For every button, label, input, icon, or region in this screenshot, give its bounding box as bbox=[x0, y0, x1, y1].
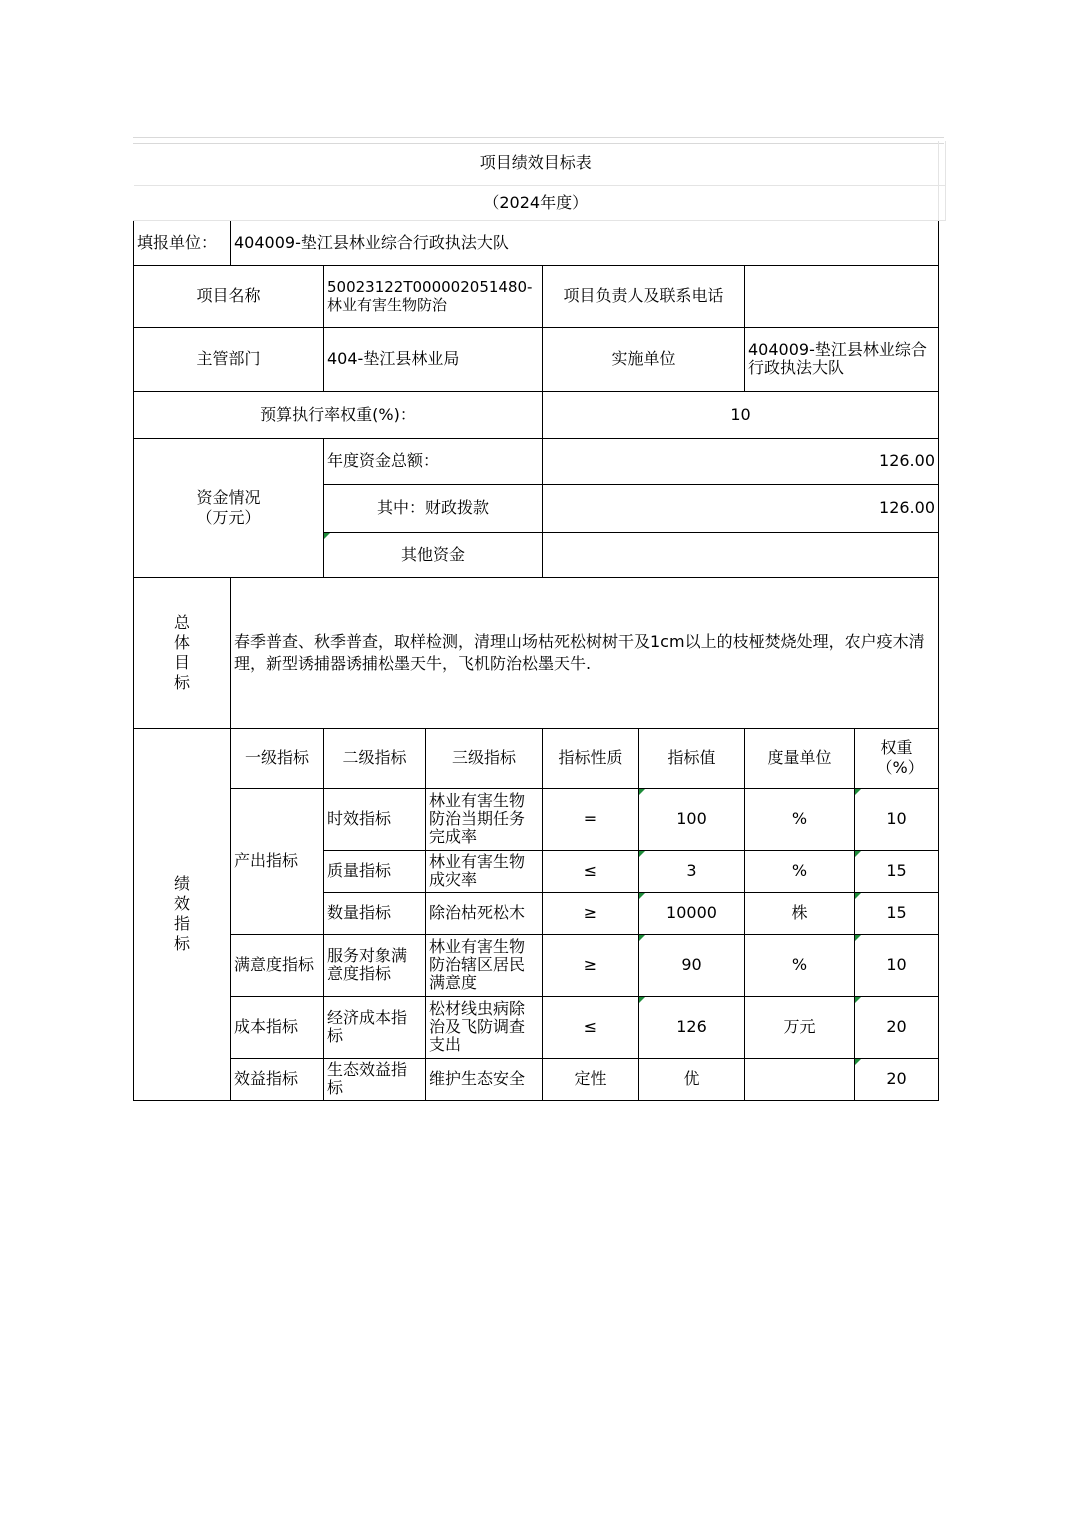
budget-weight-label: 预算执行率权重(%)： bbox=[134, 391, 543, 438]
header-weight-text: 权重（%） bbox=[876, 738, 924, 777]
funds-other-value bbox=[543, 532, 939, 577]
table-row-unit: % bbox=[745, 934, 855, 996]
table-row-nature: ≥ bbox=[543, 934, 639, 996]
table-row-level2: 时效指标 bbox=[324, 788, 426, 850]
table-row-unit bbox=[745, 1058, 855, 1100]
table-row-level3: 林业有害生物防治辖区居民满意度 bbox=[426, 934, 543, 996]
header-unit: 度量单位 bbox=[745, 728, 855, 788]
table-row-level3: 林业有害生物防治当期任务完成率 bbox=[426, 788, 543, 850]
funds-fiscal-label: 其中：财政拨款 bbox=[324, 484, 543, 532]
table-row-level2: 数量指标 bbox=[324, 892, 426, 934]
contact-label: 项目负责人及联系电话 bbox=[543, 265, 745, 327]
table-row-level3: 除治枯死松木 bbox=[426, 892, 543, 934]
header-level2: 二级指标 bbox=[324, 728, 426, 788]
overall-goal-label bbox=[134, 577, 231, 728]
fill-unit-label: 填报单位： bbox=[134, 220, 231, 265]
table-row-level3: 维护生态安全 bbox=[426, 1058, 543, 1100]
table-year: （2024年度） bbox=[134, 185, 939, 220]
table-row-level2: 经济成本指标 bbox=[324, 996, 426, 1058]
table-row-weight: 15 bbox=[855, 892, 939, 934]
table-row-weight: 10 bbox=[855, 788, 939, 850]
table-row-value: 10000 bbox=[639, 892, 745, 934]
table-row-nature: 定性 bbox=[543, 1058, 639, 1100]
table-row-unit: % bbox=[745, 788, 855, 850]
table-row-unit: % bbox=[745, 850, 855, 892]
table-row-nature: = bbox=[543, 788, 639, 850]
table-row-level3: 松材线虫病除治及飞防调查支出 bbox=[426, 996, 543, 1058]
table-row-weight: 10 bbox=[855, 934, 939, 996]
perf-label bbox=[134, 728, 231, 1100]
table-row-level2: 服务对象满意度指标 bbox=[324, 934, 426, 996]
level1-satisfaction: 满意度指标 bbox=[231, 934, 324, 996]
overall-goal-text: 春季普查、秋季普查，取样检测，清理山场枯死松树树干及1cm以上的枝桠焚烧处理，农户疫木清理，新型诱捕器诱捕松墨天牛，飞机防治松墨天牛. bbox=[231, 577, 939, 728]
project-name-value: 50023122T000002051480-林业有害生物防治 bbox=[324, 265, 543, 327]
table-row-value: 优 bbox=[639, 1058, 745, 1100]
funds-label bbox=[134, 438, 324, 577]
header-nature: 指标性质 bbox=[543, 728, 639, 788]
funds-label-text: 资金情况（万元） bbox=[196, 487, 261, 527]
header-level1: 一级指标 bbox=[231, 728, 324, 788]
dept-value: 404-垫江县林业局 bbox=[324, 327, 543, 391]
table-row-value: 90 bbox=[639, 934, 745, 996]
level1-output: 产出指标 bbox=[231, 788, 324, 934]
table-row-nature: ≤ bbox=[543, 996, 639, 1058]
funds-total-label: 年度资金总额： bbox=[324, 438, 543, 484]
table-row-nature: ≥ bbox=[543, 892, 639, 934]
table-row-unit: 万元 bbox=[745, 996, 855, 1058]
impl-value: 404009-垫江县林业综合行政执法大队 bbox=[745, 327, 939, 391]
header-value: 指标值 bbox=[639, 728, 745, 788]
table-row-value: 100 bbox=[639, 788, 745, 850]
table-row-level2: 生态效益指标 bbox=[324, 1058, 426, 1100]
table-title: 项目绩效目标表 bbox=[134, 141, 939, 185]
table-row-value: 3 bbox=[639, 850, 745, 892]
overall-goal-label-text: 总体目标 bbox=[173, 612, 190, 692]
dept-label: 主管部门 bbox=[134, 327, 324, 391]
header-level3: 三级指标 bbox=[426, 728, 543, 788]
header-weight bbox=[855, 728, 939, 788]
table-row-weight: 20 bbox=[855, 1058, 939, 1100]
level1-benefit: 效益指标 bbox=[231, 1058, 324, 1100]
impl-label: 实施单位 bbox=[543, 327, 745, 391]
table-row-nature: ≤ bbox=[543, 850, 639, 892]
funds-fiscal-value: 126.00 bbox=[543, 484, 939, 532]
table-row-level3: 林业有害生物成灾率 bbox=[426, 850, 543, 892]
project-name-label: 项目名称 bbox=[134, 265, 324, 327]
funds-total-value: 126.00 bbox=[543, 438, 939, 484]
funds-other-label: 其他资金 bbox=[324, 532, 543, 577]
contact-value bbox=[745, 265, 939, 327]
table-row-value: 126 bbox=[639, 996, 745, 1058]
table-row-level2: 质量指标 bbox=[324, 850, 426, 892]
level1-cost: 成本指标 bbox=[231, 996, 324, 1058]
table-row-weight: 15 bbox=[855, 850, 939, 892]
budget-weight-value: 10 bbox=[543, 391, 939, 438]
fill-unit-value: 404009-垫江县林业综合行政执法大队 bbox=[231, 220, 939, 265]
perf-label-text: 绩效指标 bbox=[173, 874, 190, 953]
table-row-unit: 株 bbox=[745, 892, 855, 934]
performance-target-table bbox=[133, 141, 946, 1101]
table-row-weight: 20 bbox=[855, 996, 939, 1058]
